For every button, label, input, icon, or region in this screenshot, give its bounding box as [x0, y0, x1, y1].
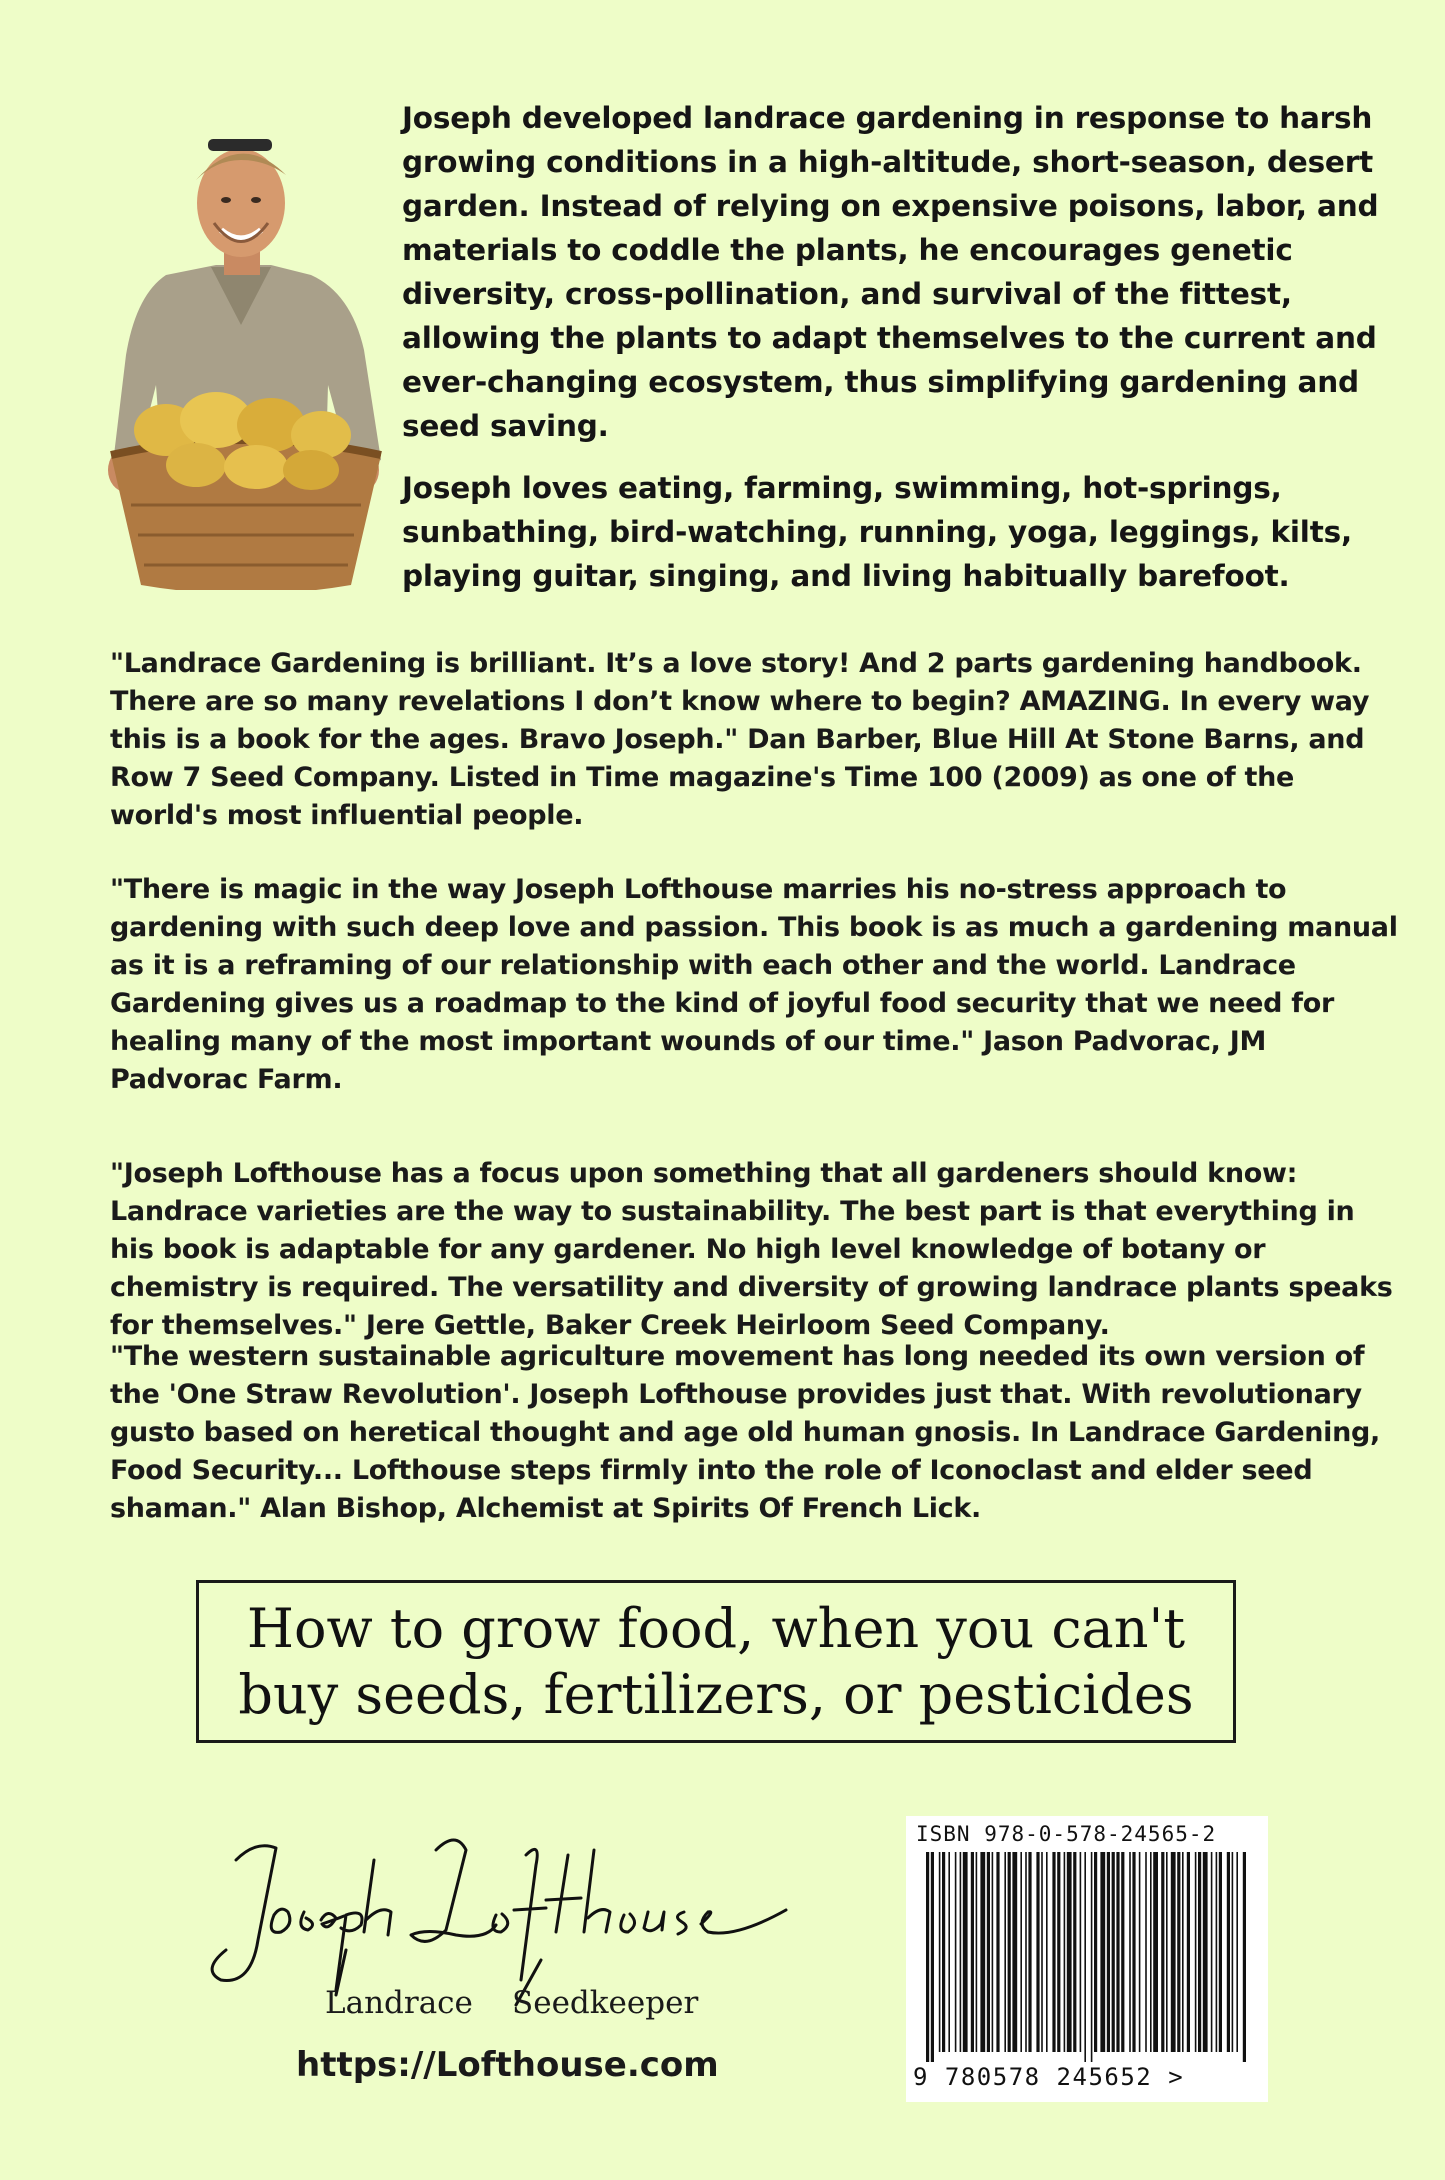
- barcode-bar: [1132, 1852, 1135, 2052]
- tagline-box: [196, 1580, 1236, 1743]
- barcode-bar: [1067, 1852, 1072, 2052]
- tagline-line-2: buy seeds, fertilizers, or pesticides: [238, 1662, 1194, 1726]
- barcode-bar: [948, 1852, 950, 2052]
- barcode-bar: [1187, 1852, 1190, 2052]
- barcode-bar: [1129, 1852, 1131, 2052]
- barcode-bar: [992, 1852, 994, 2052]
- barcode-bar: [1182, 1852, 1184, 2052]
- barcode-bar: [1036, 1852, 1039, 2052]
- barcode-bar: [980, 1852, 985, 2052]
- barcode-icon: [916, 1852, 1260, 2070]
- barcode-bar: [1121, 1852, 1124, 2052]
- barcode-bar: [1211, 1852, 1213, 2052]
- barcode-bar: [1094, 1852, 1097, 2052]
- barcode-bar: [1171, 1852, 1176, 2052]
- barcode-bar: [1004, 1852, 1006, 2052]
- author-with-melon-basket-icon: [96, 125, 391, 590]
- barcode-bar: [1236, 1852, 1238, 2052]
- barcode-bar: [1052, 1852, 1055, 2052]
- barcode-bar: [987, 1852, 990, 2052]
- barcode-bar: [1198, 1852, 1201, 2052]
- barcode-bar: [1116, 1852, 1119, 2052]
- barcode-bar: [1219, 1852, 1222, 2052]
- signature-subtitle-left: Landrace: [325, 1985, 473, 2021]
- barcode-bar: [1008, 1852, 1011, 2052]
- barcode-bar: [1041, 1852, 1043, 2052]
- author-photo: [96, 125, 391, 590]
- barcode-bar: [976, 1852, 978, 2052]
- website-link[interactable]: https://Lofthouse.com: [296, 2045, 719, 2085]
- barcode-bar: [1112, 1852, 1115, 2052]
- barcode-bar: [1100, 1852, 1105, 2052]
- isbn-label: ISBN 978-0-578-24565-2: [916, 1822, 1217, 1846]
- barcode-bar: [996, 1852, 999, 2052]
- barcode-bar: [1227, 1852, 1230, 2052]
- barcode-bar: [939, 1852, 941, 2052]
- testimonial-3: "Joseph Lofthouse has a focus upon something that all gardeners should know: Landrace varieties are the way to sustainability. The best part is that everything in his book is adaptable for any gardener. No high level knowledge of botany or chemistry is required. The versatility and diversity of growing landrace plants speaks for themselves." Jere Gettle, Baker Creek Heirloom Seed Company.: [110, 1158, 1393, 1341]
- barcode-bar: [971, 1852, 974, 2052]
- barcode-digits: 9 780578 245652 >: [913, 2063, 1185, 2091]
- author-bio-paragraph-2: Joseph loves eating, farming, swimming, hot-springs, sunbathing, bird-watching, running, yoga, leggings, kilts, playing guitar, singing, and living habitually barefoot.: [402, 471, 1352, 593]
- author-signature: [196, 1820, 796, 2020]
- barcode-bar: [1057, 1852, 1060, 2052]
- barcode-bar: [1025, 1852, 1027, 2052]
- barcode-bar: [1064, 1852, 1066, 2052]
- barcode-bar: [1177, 1852, 1180, 2052]
- testimonial-4: "The western sustainable agriculture movement has long needed its own version of the 'One Straw Revolution'. Joseph Lofthouse provides just that. With revolutionary gusto based on heretical thought and age old human gnosis. In Landrace Gardening, Food Security... Lofthouse steps firmly into the role of Iconoclast and elder seed shaman." Alan Bishop, Alchemist at Spirits Of French Lick.: [110, 1341, 1381, 1524]
- barcode-bar: [1028, 1852, 1031, 2052]
- signature-icon: [196, 1820, 796, 2020]
- barcode-bar: [963, 1852, 968, 2052]
- barcode-bar: [1091, 1852, 1093, 2062]
- barcode-bar: [1166, 1852, 1168, 2052]
- barcode-bar: [1020, 1852, 1022, 2052]
- barcode-bar: [1145, 1852, 1147, 2052]
- barcode-bar: [1046, 1852, 1048, 2052]
- barcode-bar: [1232, 1852, 1234, 2052]
- barcode-bar: [1139, 1852, 1141, 2052]
- tagline: [238, 1596, 1193, 1728]
- signature-subtitle-right: Seedkeeper: [512, 1985, 699, 2021]
- barcode-bar: [1080, 1852, 1082, 2052]
- barcode-bar: [1243, 1852, 1246, 2062]
- tagline-line-1: How to grow food, when you can't: [246, 1596, 1186, 1660]
- barcode-bar: [1012, 1852, 1017, 2052]
- barcode-bar: [1107, 1852, 1110, 2052]
- barcode-bar: [1203, 1852, 1208, 2052]
- barcode-bar: [942, 1852, 945, 2052]
- barcode-bar: [1153, 1852, 1158, 2052]
- barcode-bar: [1073, 1852, 1076, 2052]
- author-bio-paragraph-1: Joseph developed landrace gardening in response to harsh growing conditions in a high-altitude, short-season, desert garden. Instead of relying on expensive poisons, labor, and materials to coddle the plants, he encourages genetic diversity, cross-pollination, and survival of the fittest, allowing the plants to adapt themselves to the current and ever-changing ecosystem, thus simplifying gardening and seed saving.: [402, 101, 1379, 443]
- barcode-bar: [926, 1852, 929, 2062]
- barcode-bar: [1150, 1852, 1152, 2052]
- barcode-bar: [1195, 1852, 1197, 2052]
- barcode-bar: [960, 1852, 962, 2052]
- testimonial-1: "Landrace Gardening is brilliant. It’s a love story! And 2 parts gardening handbook. There are so many revelations I don’t know where to begin? AMAZING. In every way this is a book for the ages. Bravo Joseph." Dan Barber, Blue Hill At Stone Barns, and Row 7 Seed Company. Listed in Time magazine's Time 100 (2009) as one of the world's most influential people.: [110, 648, 1370, 831]
- barcode-bar: [1084, 1852, 1086, 2062]
- barcode-bar: [931, 1852, 934, 2062]
- testimonial-2: "There is magic in the way Joseph Lofthouse marries his no-stress approach to gardening with such deep love and passion. This book is as much a gardening manual as it is a reframing of our relationship with each other and the world. Landrace Gardening gives us a roadmap to the kind of joyful food security that we need for healing many of the most important wounds of our time." Jason Padvorac, JM Padvorac Farm.: [110, 874, 1398, 1095]
- barcode-bar: [1216, 1852, 1218, 2052]
- barcode-bar: [1161, 1852, 1164, 2052]
- barcode-bar: [955, 1852, 957, 2052]
